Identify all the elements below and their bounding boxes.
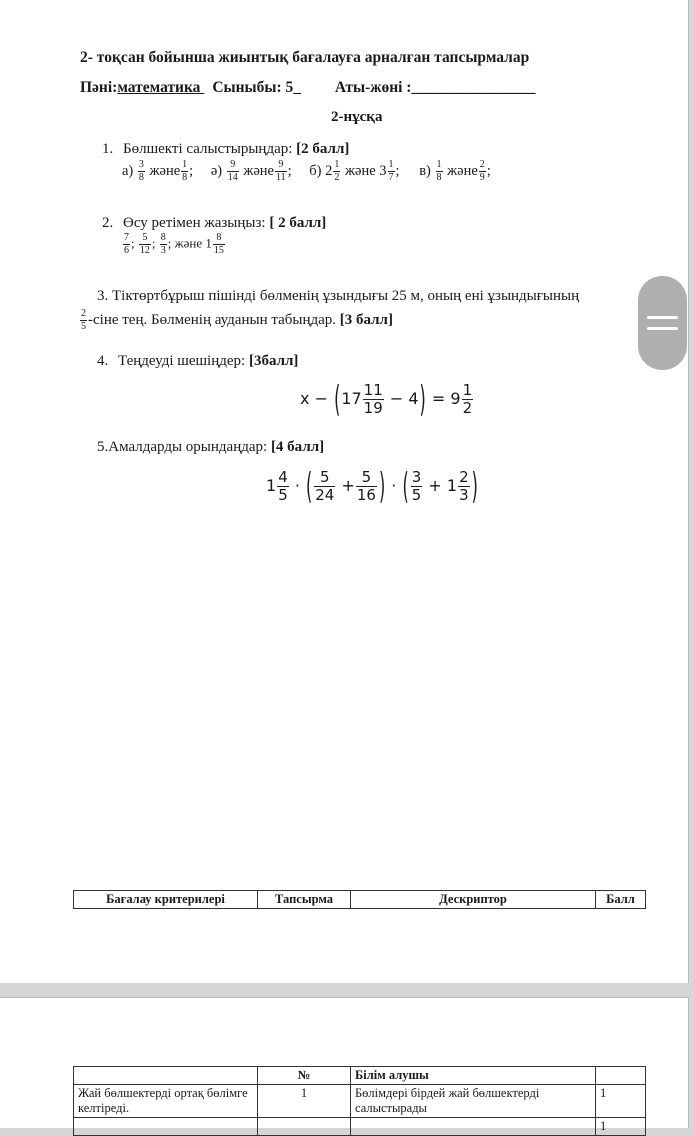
menu-lines-icon (647, 316, 678, 319)
fraction: $\frac{1}{2}$ (462, 381, 473, 417)
task2-text: Өсу ретімен жазыңыз: (123, 215, 266, 231)
task2-heading (102, 215, 326, 232)
task1-item-v: в) $\frac{1}{8}$ және $\frac{2}{9}$ ; (419, 159, 491, 183)
grade-blank (293, 79, 301, 96)
fraction: $\frac{7}{6}$ (124, 232, 129, 256)
scroll-handle[interactable] (638, 276, 687, 370)
task4-equation: x − (17 $\frac{11}{19}$ − 4) = 9 $\frac{1}{2}$ (300, 377, 473, 420)
task1-item-a: а) $\frac{3}{8}$ және $\frac{1}{8}$ ; (122, 159, 194, 183)
subject-value: математика (117, 79, 205, 96)
fraction: $\frac{3}{5}$ (411, 468, 422, 504)
task1-item-ae: ә) $\frac{9}{14}$ және $\frac{9}{11}$ ; (210, 159, 292, 183)
task5-points: [4 балл] (270, 439, 325, 455)
header-info-line (80, 79, 535, 97)
fraction: $\frac{9}{11}$ (276, 159, 286, 183)
number-column-header: № (258, 1067, 351, 1085)
task4-text: Теңдеуді шешіңдер: (118, 353, 246, 369)
task1-heading (102, 141, 349, 158)
table-row (74, 1118, 646, 1136)
descriptor-cell: Бөлімдері бірдей жай бөлшектерді салыстырады (351, 1085, 596, 1118)
fraction: $\frac{5}{16}$ (356, 468, 376, 504)
points-column-header: Балл (596, 891, 646, 909)
fraction: $\frac{2}{5}$ (81, 308, 86, 332)
fraction: $\frac{2}{3}$ (459, 468, 469, 504)
task5-heading (97, 439, 324, 456)
fraction: $\frac{3}{8}$ (138, 159, 144, 183)
variant-title: 2-нұсқа (331, 109, 383, 125)
menu-lines-icon (647, 327, 678, 330)
fraction: $\frac{1}{2}$ (334, 159, 340, 183)
criteria-table-header (73, 890, 646, 909)
task-column-header: Тапсырма (258, 891, 351, 909)
points-cell: 1 (596, 1085, 646, 1118)
task-number-cell: 1 (258, 1085, 351, 1118)
fraction: $\frac{1}{7}$ (388, 159, 394, 183)
descriptor-column-header: Дескриптор (351, 891, 596, 909)
criteria-column-header: Бағалау критерилері (74, 891, 258, 909)
task4-points: [3балл] (248, 353, 299, 369)
task1-items (122, 160, 491, 183)
fraction: $\frac{11}{19}$ (363, 381, 383, 417)
points-cell: 1 (596, 1118, 646, 1136)
task3-line2: $\frac{2}{5}$ -сіне тең. Бөлменің ауданын табыңдар. [3 балл] (81, 308, 393, 332)
task1-points: [2 балл] (296, 141, 350, 157)
task1-item-b: б) 2 $\frac{1}{2}$ және 3 $\frac{1}{7}$ ; (309, 159, 400, 183)
task5-text: 5.Амалдарды орындаңдар: (97, 439, 268, 455)
learner-column-header: Білім алушы (351, 1067, 596, 1085)
fraction: $\frac{4}{5}$ (278, 468, 288, 504)
task4-heading: 4. Теңдеуді шешіңдер: [3балл] (97, 353, 299, 369)
subject-label: Пәні: (80, 79, 118, 96)
table-row (74, 1067, 646, 1085)
task1-number: 1. (102, 141, 114, 157)
document-page-2 (0, 997, 689, 1133)
fraction: $\frac{8}{15}$ (213, 232, 224, 256)
task2-points: [ 2 балл] (269, 215, 327, 231)
fraction: $\frac{1}{8}$ (436, 159, 442, 183)
task3-points: [3 балл] (339, 311, 393, 328)
fraction: $\frac{5}{12}$ (139, 232, 150, 256)
task5-expression: 1 $\frac{4}{5}$ · ( $\frac{5}{24}$ + $\frac{5}{16}$ ) · ( $\frac{3}{5}$ + 1 $\frac{2}{3}$ ) (266, 464, 478, 507)
task1-text: Бөлшекті салыстырыңдар: (123, 141, 293, 157)
fraction: $\frac{5}{24}$ (315, 468, 335, 504)
fraction: $\frac{1}{8}$ (182, 159, 188, 183)
criteria-table-body (73, 1066, 646, 1136)
task2-number: 2. (102, 215, 114, 231)
table-row (74, 1085, 646, 1118)
criteria-cell: Жай бөлшектерді ортақ бөлімге келтіреді. (74, 1085, 258, 1118)
task3-line1: 3. Тіктөртбұрыш пішінді бөлменің ұзындығы 25 м, оның ені ұзындығының (97, 288, 580, 304)
name-blank: ________________ (411, 79, 536, 96)
fraction: $\frac{9}{14}$ (227, 159, 238, 183)
name-label: Аты-жөні : (334, 79, 412, 96)
task2-fractions: $\frac{7}{6}$ ; $\frac{5}{12}$ ; $\frac{8}{3}$ ; және 1 $\frac{8}{15}$ (124, 232, 224, 256)
fraction: $\frac{8}{3}$ (160, 232, 166, 256)
grade-label: Сыныбы: 5 (212, 79, 294, 96)
fraction: $\frac{2}{9}$ (479, 159, 485, 183)
document-title: 2- тоқсан бойынша жиынтық бағалауға арналған тапсырмалар (80, 49, 530, 66)
